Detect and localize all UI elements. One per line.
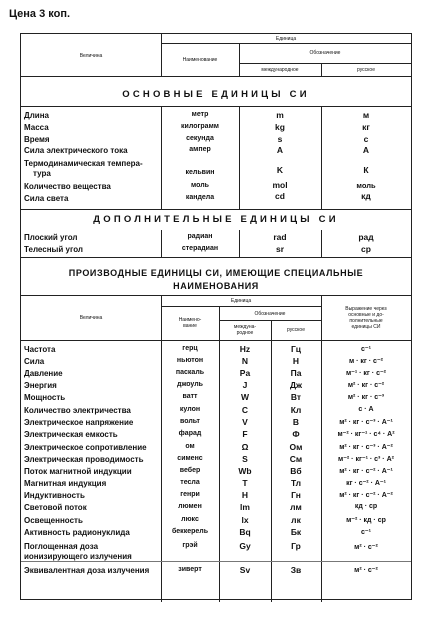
derived-unit-russian: лк [291,515,301,525]
derived-unit-international: T [242,478,248,488]
base-unit-russian: м [362,110,370,120]
header2-international-line1: междуна- [233,324,257,330]
derived-unit-international: C [241,405,249,415]
derived-unit-international: lx [241,515,249,525]
derived-unit-expression: с · А [358,406,374,413]
derived-unit-russian: Дж [289,380,303,390]
base-unit-name: килограмм [181,123,219,130]
header2-russian: русское [287,327,305,333]
base-unit-russian: К [363,165,369,175]
derived-unit-russian: Вт [290,392,302,402]
row-divider [21,561,411,562]
derived-unit-name: ватт [182,393,198,400]
header2-name-line2: вание [183,323,197,329]
base-unit-international: K [276,165,284,175]
header2-top [21,295,411,296]
header-russian: русское [357,67,375,73]
derived-unit-russian: Н [292,356,300,366]
derived-unit-international: J [242,380,248,390]
header1-divider [161,43,411,44]
derived-unit-name: герц [182,345,198,352]
base-unit-international: m [276,110,284,120]
derived-unit-russian: лм [290,502,302,512]
supp-unit-name: стерадиан [181,245,219,252]
header2-designation: Обозначение [254,311,286,317]
derived-unit-quantity: Электрическая проводимость [24,455,144,464]
header-designation: Обозначение [309,50,341,56]
base-unit-quantity: Длина [24,111,49,120]
derived-unit-expression: с⁻¹ [361,346,371,353]
header1-divider [239,63,411,64]
derived-unit-name: люкс [181,516,199,523]
derived-unit-russian: Гр [291,541,301,551]
derived-unit-expression: м² · кг · с⁻² · А⁻¹ [339,468,393,475]
derived-unit-name: вебер [179,467,201,474]
derived-unit-expression: м² · кг · с⁻² [347,382,385,389]
derived-unit-international: N [241,356,249,366]
derived-unit-international: Wb [238,466,252,476]
header-international: международное [261,67,299,73]
derived-unit-name: джоуль [177,381,203,388]
header-name: Наименование [182,57,218,63]
base-unit-international: A [276,145,284,155]
derived-unit-quantity: Световой поток [24,503,87,512]
header2-expr-line4: единицы СИ [351,324,381,330]
supp-unit-russian: рад [358,232,374,242]
section-divider [21,257,411,258]
base-unit-russian: кг [362,122,370,132]
base-unit-quantity: Количество вещества [24,182,111,191]
derived-unit-international: Bq [239,527,251,537]
section-title-derived-line1: ПРОИЗВОДНЫЕ ЕДИНИЦЫ СИ, ИМЕЮЩИЕ СПЕЦИАЛЬНЫЕ [68,268,364,278]
base-unit-quantity: Масса [24,123,49,132]
derived-unit-name: зиверт [178,566,202,573]
derived-unit-russian: Зв [290,565,302,575]
derived-unit-russian: Вб [290,466,302,476]
derived-unit-name: кулон [179,406,201,413]
header2-international-line2: родное [236,330,254,336]
derived-unit-name: тесла [180,479,200,486]
derived-unit-russian: См [289,454,303,464]
derived-unit-expression: м⁻² · кг⁻¹ · с⁴ · А² [337,431,395,438]
supp-unit-quantity: Плоский угол [24,233,78,242]
derived-unit-name: ньютон [176,357,204,364]
base-unit-quantity: Сила электрического тока [24,146,128,155]
base-unit-russian: кд [361,191,371,201]
derived-unit-quantity: Эквивалентная доза излучения [24,566,150,575]
derived-unit-quantity: Мощность [24,393,66,402]
section-title-derived-line2: НАИМЕНОВАНИЯ [173,281,259,291]
base-unit-name: ампер [189,146,211,153]
supp-unit-international: rad [273,232,287,242]
derived-unit-quantity: Энергия [24,381,57,390]
section-divider [21,106,411,107]
base-unit-russian: А [362,145,370,155]
base-unit-name: кельвин [185,169,215,176]
header2-divider [161,306,321,307]
derived-unit-name: генри [180,491,200,498]
header2-name-line1: Наимено- [178,317,202,323]
derived-unit-quantity: Электрическое сопротивление [24,443,147,452]
base-unit-russian: моль [356,181,376,190]
header2-quantity: Величина [79,315,103,321]
derived-unit-name: беккерель [171,528,209,535]
derived-unit-quantity: Индуктивность [24,491,85,500]
derived-unit-name: сименс [177,455,203,462]
derived-unit-name: ом [185,443,195,450]
base-unit-name: секунда [186,135,214,142]
derived-unit-quantity: Электрическая емкость [24,430,118,439]
section-divider [21,209,411,210]
header2-divider [219,320,321,321]
section-title-base-units: ОСНОВНЫЕ ЕДИНИЦЫ СИ [122,89,310,100]
derived-unit-international: Gy [239,541,251,551]
derived-unit-international: F [242,429,248,439]
header-unit: Единица [275,36,297,42]
derived-unit-quantity: Количество электричества [24,406,131,415]
base-unit-international: kg [275,122,285,132]
base-unit-quantity: Сила света [24,194,69,203]
derived-unit-expression: м⁻¹ · кг · с⁻² [346,370,386,377]
header2-expr-line1: Выражение через [345,306,387,312]
header1-bottom [21,76,411,77]
header2-expr-line3: полнительные [349,318,383,324]
derived-unit-russian: В [292,417,300,427]
derived-unit-russian: Ом [289,442,303,452]
supp-unit-russian: ср [361,244,371,254]
derived-unit-russian: Ф [292,429,300,439]
derived-unit-international: Ω [241,442,249,452]
derived-unit-international: V [242,417,248,427]
derived-unit-international: S [242,454,248,464]
derived-unit-russian: Бк [290,527,302,537]
derived-unit-expression: м² · с⁻² [354,544,378,551]
derived-unit-russian: Кл [290,405,302,415]
derived-unit-quantity-line1: Поглощенная доза [24,542,99,551]
header2-bottom [21,340,411,341]
derived-unit-international: lm [240,502,250,512]
base-unit-name: моль [191,182,209,189]
derived-unit-quantity: Магнитная индукция [24,479,107,488]
derived-unit-international: W [240,392,250,402]
derived-unit-expression: м² · с⁻² [354,567,378,574]
price-label: Цена 3 коп. [9,8,71,20]
derived-unit-russian: Гц [290,344,302,354]
derived-unit-quantity: Частота [24,345,56,354]
derived-unit-international: Sv [239,565,251,575]
derived-unit-expression: м² · кг · с⁻² · А⁻² [339,492,393,499]
derived-unit-expression: кг · с⁻² · А⁻¹ [346,480,386,487]
derived-unit-quantity-line2: ионизирующего излучения [24,552,132,561]
derived-unit-quantity: Электрическое напряжение [24,418,134,427]
derived-unit-expression: м² · кг · с⁻³ [347,394,385,401]
supp-unit-international: sr [275,244,285,254]
derived-unit-expression: м⁻² · кд · ср [346,517,386,524]
derived-unit-russian: Тл [290,478,302,488]
derived-unit-expression: м² · кг · с⁻³ · А⁻² [339,444,393,451]
base-unit-quantity-line1: Термодинамическая темпера- [24,159,143,168]
base-unit-name: кандела [185,194,215,201]
derived-unit-name: вольт [180,418,200,425]
derived-unit-name: люмен [178,503,202,510]
base-unit-quantity-line2: тура [33,169,51,178]
derived-unit-expression: м⁻² · кг⁻¹ · с³ · А² [338,456,394,463]
header2-unit: Единица [230,298,252,304]
derived-unit-expression: м · кг · с⁻² [349,358,383,365]
section-title-supplementary-units: ДОПОЛНИТЕЛЬНЫЕ ЕДИНИЦЫ СИ [93,214,339,225]
base-unit-quantity: Время [24,135,50,144]
header-quantity: Величина [79,53,103,59]
derived-unit-quantity: Давление [24,369,63,378]
derived-unit-name: грэй [182,542,198,549]
base-unit-international: s [277,134,283,144]
derived-unit-name: фарад [178,430,202,437]
derived-unit-russian: Гн [291,490,301,500]
si-units-table [20,33,412,600]
derived-unit-international: Hz [239,344,251,354]
supp-unit-name: радиан [187,233,213,240]
base-unit-name: метр [191,111,209,118]
derived-unit-russian: Па [290,368,302,378]
derived-unit-expression: с⁻¹ [361,529,371,536]
derived-unit-quantity: Освещенность [24,516,83,525]
derived-unit-expression: кд · ср [354,503,378,510]
derived-unit-quantity: Сила [24,357,45,366]
derived-unit-expression: м² · кг · с⁻³ · А⁻¹ [339,419,393,426]
base-unit-international: cd [275,191,285,201]
derived-unit-quantity: Поток магнитной индукции [24,467,132,476]
base-unit-international: mol [272,180,288,190]
derived-unit-international: H [241,490,249,500]
derived-unit-quantity: Активность радионуклида [24,528,130,537]
derived-unit-international: Pa [239,368,251,378]
supp-unit-quantity: Телесный угол [24,245,83,254]
base-unit-russian: с [363,134,369,144]
header2-expr-line2: основные и до- [348,312,384,318]
derived-unit-name: паскаль [175,369,205,376]
